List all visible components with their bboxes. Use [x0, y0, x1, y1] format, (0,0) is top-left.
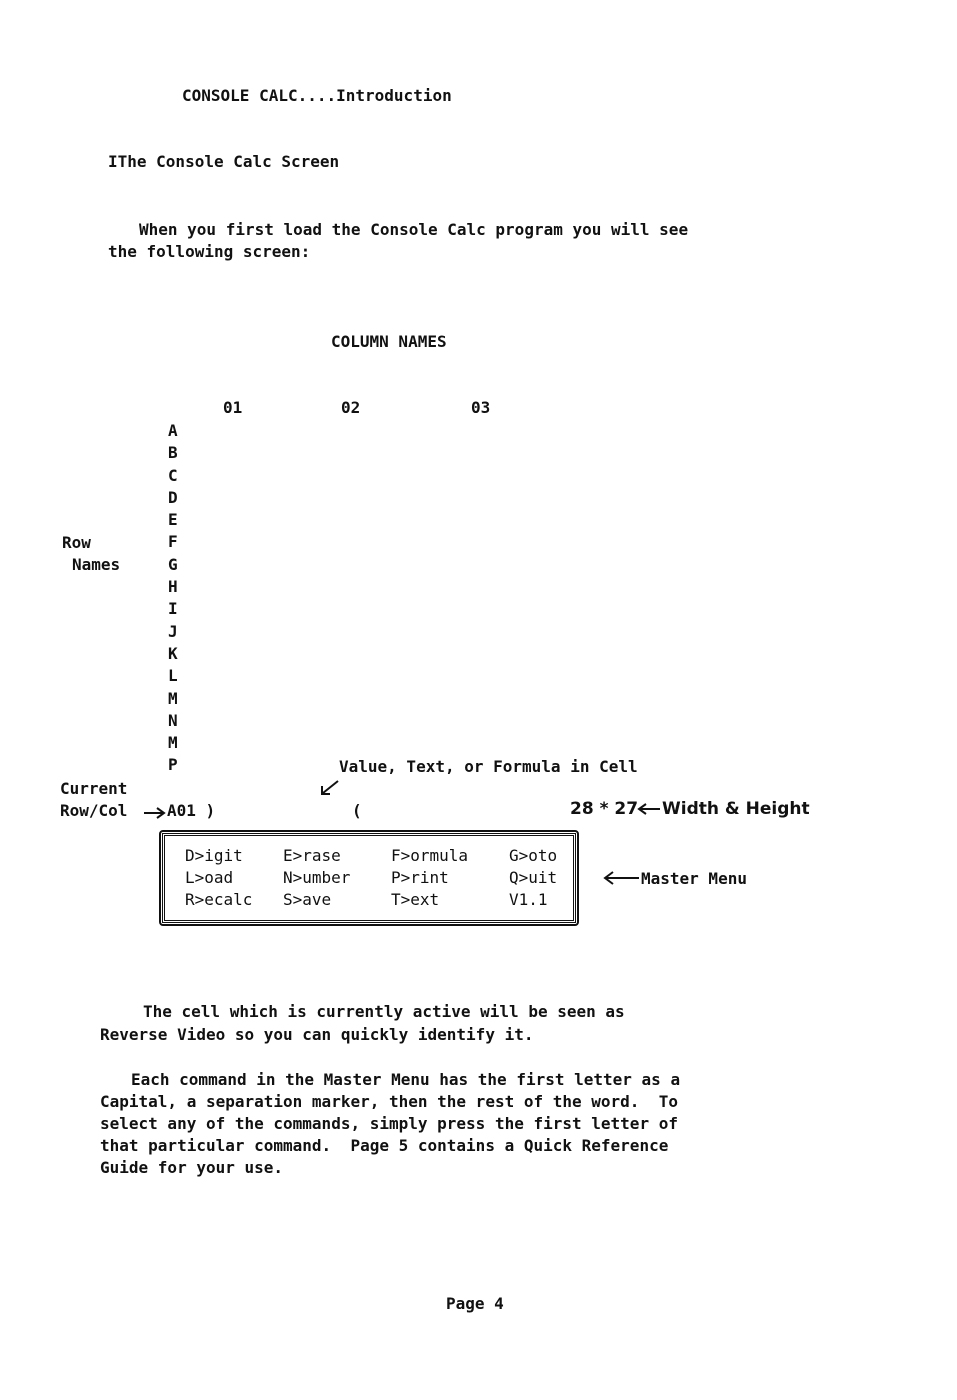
current-label-1: Current: [60, 779, 128, 798]
section-title: IThe Console Calc Screen: [108, 152, 340, 171]
paragraph2-line-2: Reverse Video so you can quickly identify it.: [100, 1025, 534, 1044]
menu-item-goto[interactable]: G>oto: [509, 846, 558, 865]
paragraph3-line-4: that particular command. Page 5 contains a Quick Reference: [100, 1136, 669, 1155]
cell-open-paren: (: [352, 801, 362, 820]
paragraph3-line-1: Each command in the Master Menu has the first letter as a: [131, 1070, 681, 1089]
row-name: E: [168, 510, 178, 530]
diagonal-arrow-icon: [320, 778, 344, 798]
row-name: L: [168, 666, 178, 686]
page-number: Page 4: [446, 1294, 504, 1313]
row-name: M: [168, 733, 178, 753]
value-label: Value, Text, or Formula in Cell: [339, 757, 638, 776]
menu-item-digit[interactable]: D>igit: [185, 846, 243, 865]
current-label-2: Row/Col: [60, 801, 128, 820]
menu-item-quit[interactable]: Q>uit: [509, 868, 558, 887]
left-arrow-icon: [637, 802, 661, 816]
row-name: F: [168, 532, 178, 552]
row-names-label-2: Names: [72, 555, 121, 574]
menu-item-print[interactable]: P>rint: [391, 868, 449, 887]
row-name: A: [168, 421, 178, 440]
current-cell-indicator: A01 ): [167, 801, 216, 820]
paragraph3-line-2: Capital, a separation marker, then the rest of the word. To: [100, 1092, 678, 1111]
menu-item-formula[interactable]: F>ormula: [391, 846, 469, 865]
row-names-list: [168, 420, 178, 777]
menu-version: V1.1: [509, 890, 548, 909]
column-03: 03: [471, 398, 491, 417]
column-names-label: COLUMN NAMES: [331, 332, 447, 351]
row-name: K: [168, 643, 178, 663]
width-height-label: Width & Height: [662, 799, 810, 819]
paragraph2-line-1: The cell which is currently active will be seen as: [143, 1002, 625, 1021]
row-name: H: [168, 577, 178, 597]
menu-item-text[interactable]: T>ext: [391, 890, 440, 909]
row-name: I: [168, 599, 178, 619]
row-name: G: [168, 554, 178, 574]
menu-item-save[interactable]: S>ave: [283, 890, 332, 909]
row-name: P: [168, 755, 178, 775]
menu-item-recalc[interactable]: R>ecalc: [185, 890, 253, 909]
paragraph3-line-3: select any of the commands, simply press the first letter of: [100, 1114, 678, 1133]
page-header: CONSOLE CALC....Introduction: [182, 86, 452, 105]
row-name: J: [168, 621, 178, 641]
width-height-value: 28 * 27: [570, 799, 639, 819]
row-name: B: [168, 443, 178, 463]
column-02: 02: [341, 398, 361, 417]
right-arrow-icon: [143, 806, 167, 820]
row-names-label-1: Row: [62, 533, 91, 552]
menu-item-number[interactable]: N>umber: [283, 868, 351, 887]
master-menu-label: Master Menu: [641, 869, 747, 888]
paragraph3-line-5: Guide for your use.: [100, 1158, 284, 1177]
column-01: 01: [223, 398, 243, 417]
intro-line-1: When you first load the Console Calc program you will see: [139, 220, 689, 239]
master-menu-arrow-icon: [603, 871, 639, 885]
master-menu-grid: [185, 846, 579, 910]
row-name: N: [168, 710, 178, 730]
menu-item-erase[interactable]: E>rase: [283, 846, 341, 865]
row-name: C: [168, 465, 178, 485]
row-name: D: [168, 487, 178, 507]
row-name: M: [168, 688, 178, 708]
menu-item-load[interactable]: L>oad: [185, 868, 234, 887]
master-menu-box: [162, 833, 576, 923]
intro-line-2: the following screen:: [108, 242, 311, 261]
